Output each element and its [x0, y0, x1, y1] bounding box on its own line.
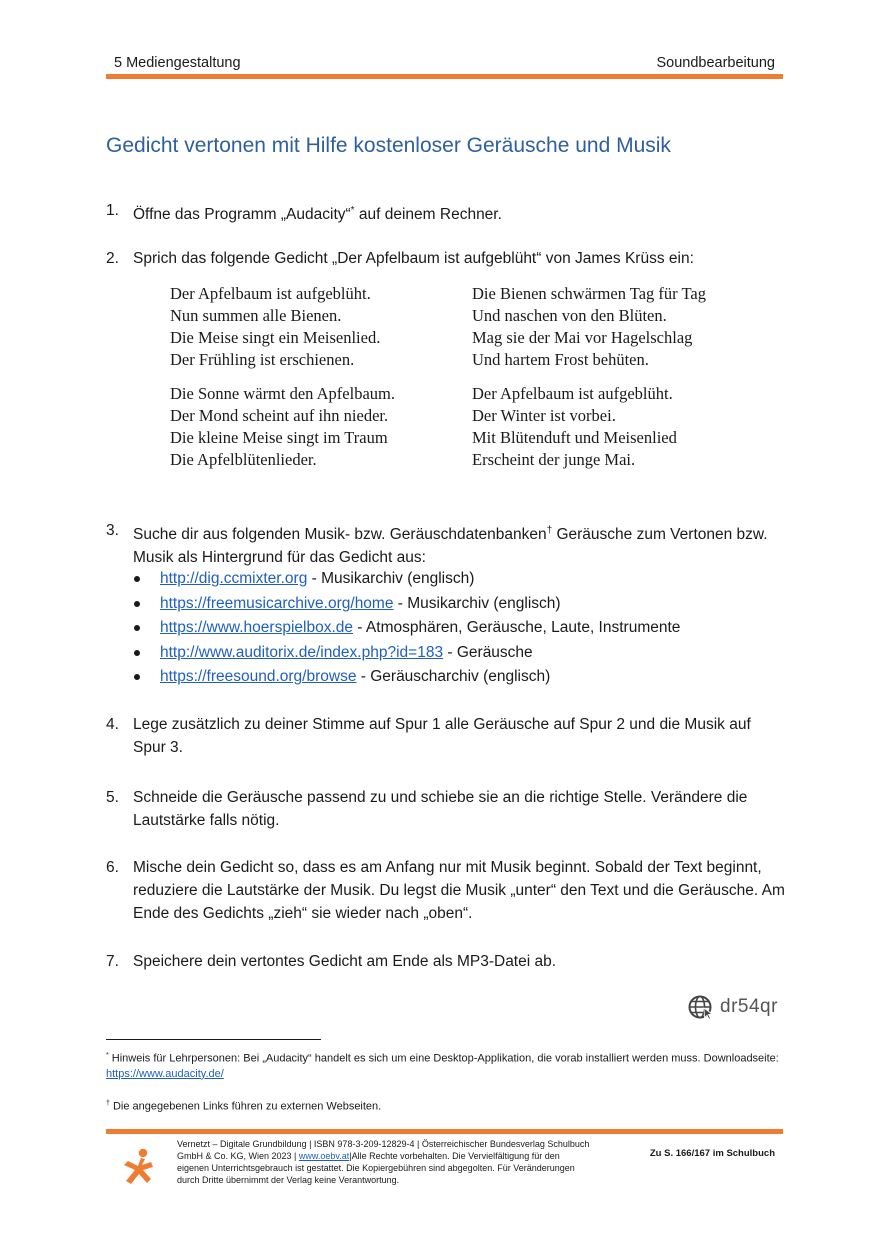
footnote-mark: †: [546, 525, 553, 536]
globe-icon: [688, 994, 714, 1020]
online-code-text: dr54qr: [720, 996, 778, 1017]
poem-column-right: [472, 283, 772, 371]
step-number: 6.: [106, 859, 119, 876]
step-number: 5.: [106, 789, 119, 806]
page-footer: [106, 1129, 783, 1199]
step-number: 7.: [106, 953, 119, 970]
publisher-logo-icon: [118, 1147, 158, 1187]
chapter-label: 5 Mediengestaltung: [114, 55, 241, 71]
list-item: https://freemusicarchive.org/home - Musikarchiv (englisch): [133, 592, 680, 617]
link-freesound[interactable]: https://freesound.org/browse: [160, 668, 357, 686]
page-header: [106, 53, 783, 79]
footnote-mark: *: [106, 1052, 109, 1059]
publisher-info: Vernetzt – Digitale Grundbildung | ISBN 978-3-209-12829-4 | Österreichischer Bundesverlag Schulbuch GmbH & Co. KG, Wien 2023 | www.oebv.at|Alle Rechte vorbehalten. Die Vervielfältigung für den eigenen Unterrichtsgebrauch ist gestattet. Die Kopiergebühren sind abgegolten. Für Veränderungen durch Dritte übernimmt der Verlag keine Verantwortung.: [177, 1139, 590, 1185]
poem-line: Erscheint der junge Mai.: [472, 450, 636, 469]
list-item: http://dig.ccmixter.org - Musikarchiv (englisch): [133, 567, 680, 592]
poem-line: Die Meise singt ein Meisenlied.: [170, 328, 381, 347]
step-number: 4.: [106, 716, 119, 733]
link-oebv[interactable]: www.oebv.at: [298, 1151, 350, 1161]
footnote-divider: [106, 1039, 321, 1040]
poem-column-right: [472, 383, 772, 471]
step-number: 3.: [106, 522, 119, 539]
header-accent-bar: [106, 74, 783, 79]
poem-line: Die kleine Meise singt im Traum: [170, 428, 388, 447]
link-hoerspielbox[interactable]: https://www.hoerspielbox.de: [160, 619, 353, 637]
link-freemusicarchive[interactable]: https://freemusicarchive.org/home: [160, 594, 394, 612]
link-list: [133, 567, 680, 690]
poem-line: Und hartem Frost behüten.: [472, 350, 649, 369]
poem-line: Der Apfelbaum ist aufgeblüht.: [170, 284, 371, 303]
step-number: 1.: [106, 202, 119, 219]
list-item: https://www.hoerspielbox.de - Atmosphären, Geräusche, Laute, Instrumente: [133, 616, 680, 641]
list-item: http://www.auditorix.de/index.php?id=183 - Geräusche: [133, 641, 680, 666]
poem-column-left: [170, 283, 470, 371]
poem-line: Nun summen alle Bienen.: [170, 306, 342, 325]
step-text: Lege zusätzlich zu deiner Stimme auf Spur 1 alle Geräusche auf Spur 2 und die Musik auf Spur 3.: [133, 716, 751, 756]
footnote-1: * Hinweis für Lehrpersonen: Bei „Audacity“ handelt es sich um eine Desktop-Applikation, die vorab installiert werden muss. Downloadseite: https://www.audacity.de/: [106, 1052, 779, 1080]
step-text: Mische dein Gedicht so, dass es am Anfang nur mit Musik beginnt. Sobald der Text beginnt, reduziere die Lautstärke der Musik. Du legst die Musik „unter“ den Text und die Geräusche. Am Ende des Gedichts „zieh“ sie wieder nach „oben“.: [133, 859, 785, 922]
step-text: Schneide die Geräusche passend zu und schiebe sie an die richtige Stelle. Verändere die Lautstärke falls nötig.: [133, 789, 748, 829]
step-text: Öffne das Programm „Audacity“* auf deinem Rechner.: [133, 205, 502, 224]
poem-line: Mit Blütenduft und Meisenlied: [472, 428, 677, 447]
link-audacity[interactable]: https://www.audacity.de/: [106, 1067, 224, 1080]
poem-line: Mag sie der Mai vor Hagelschlag: [472, 328, 693, 347]
footnote-mark: *: [350, 205, 355, 216]
poem-line: Die Sonne wärmt den Apfelbaum.: [170, 384, 395, 403]
poem-line: Und naschen von den Blüten.: [472, 306, 667, 325]
step-text: Sprich das folgende Gedicht „Der Apfelbaum ist aufgeblüht“ von James Krüss ein:: [133, 250, 694, 267]
link-ccmixter[interactable]: http://dig.ccmixter.org: [160, 570, 308, 587]
link-auditorix[interactable]: http://www.auditorix.de/index.php?id=183: [160, 643, 444, 661]
step-1: [106, 199, 786, 226]
poem-line: Der Frühling ist erschienen.: [170, 350, 355, 369]
footer-accent-bar: [106, 1129, 783, 1134]
topic-label: Soundbearbeitung: [656, 55, 775, 71]
footnote-mark: †: [106, 1100, 110, 1107]
step-7: [106, 950, 786, 973]
footnote-2: † Die angegebenen Links führen zu externen Webseiten.: [106, 1100, 382, 1113]
poem-line: Der Winter ist vorbei.: [472, 406, 616, 425]
step-5: [106, 786, 786, 832]
poem-line: Die Apfelblütenlieder.: [170, 450, 317, 469]
step-4: [106, 713, 786, 759]
step-3: [106, 519, 786, 569]
step-text: Speichere dein vertontes Gedicht am Ende als MP3-Datei ab.: [133, 953, 557, 970]
online-code[interactable]: [688, 993, 778, 1021]
step-6: [106, 856, 786, 925]
schoolbook-reference: Zu S. 166/167 im Schulbuch: [649, 1148, 775, 1159]
step-text: Suche dir aus folgenden Musik- bzw. Geräuschdatenbanken† Geräusche zum Vertonen bzw. Musik als Hintergrund für das Gedicht aus:: [133, 525, 768, 567]
list-item: https://freesound.org/browse - Geräuscharchiv (englisch): [133, 665, 680, 690]
poem-column-left: [170, 383, 470, 471]
poem-line: Die Bienen schwärmen Tag für Tag: [472, 284, 706, 303]
step-number: 2.: [106, 250, 119, 267]
poem-line: Der Mond scheint auf ihn nieder.: [170, 406, 389, 425]
step-2: [106, 247, 786, 270]
page-title: Gedicht vertonen mit Hilfe kostenloser Geräusche und Musik: [106, 134, 671, 157]
poem-line: Der Apfelbaum ist aufgeblüht.: [472, 384, 673, 403]
